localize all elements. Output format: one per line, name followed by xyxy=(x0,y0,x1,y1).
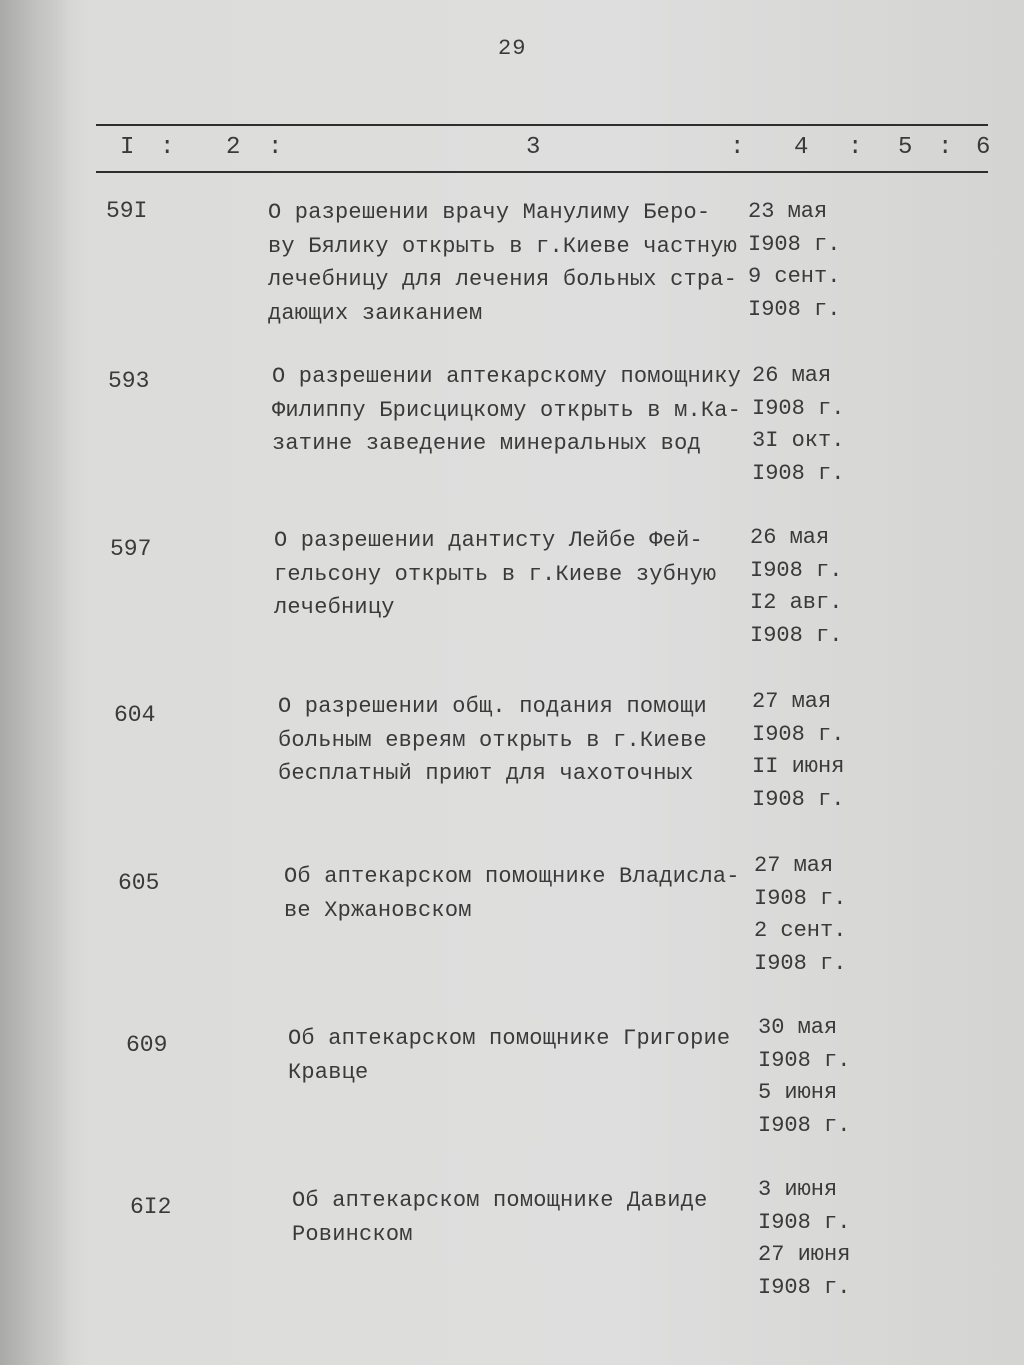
column-header-4: 4 xyxy=(794,134,809,161)
entry-description: О разрешении аптекарскому помощнику Филиппу Брисцицкому открыть в м.Ка- затине заведение минеральных вод xyxy=(272,364,742,456)
entry-dates: 30 мая I908 г. 5 июня I908 г. xyxy=(758,1015,851,1138)
entry-number: 597 xyxy=(110,536,152,562)
entry-dates: 23 мая I908 г. 9 сент. I908 г. xyxy=(748,199,841,322)
entry-description: О разрешении дантисту Лейбе Фей- гельсону открыть в г.Киеве зубную лечебницу xyxy=(274,528,717,620)
column-header-1: I xyxy=(120,134,135,161)
entry-description: Об аптекарском помощнике Владисла- ве Хржановском xyxy=(284,864,740,923)
column-header-3: 3 xyxy=(526,134,541,161)
column-header-2: 2 xyxy=(226,134,241,161)
entry-dates: 26 мая I908 г. 3I окт. I908 г. xyxy=(752,363,845,486)
entry-dates: 27 мая I908 г. 2 сент. I908 г. xyxy=(754,853,847,976)
page-number: 29 xyxy=(498,36,527,61)
entry-description: О разрешении врачу Манулиму Беро- ву Бялику открыть в г.Киеве частную лечебницу для лечения больных стра- дающих заиканием xyxy=(268,200,738,326)
entry-dates: 26 мая I908 г. I2 авг. I908 г. xyxy=(750,525,843,648)
column-separator: : xyxy=(730,134,745,161)
column-header-5: 5 xyxy=(898,134,913,161)
header-rule-bottom xyxy=(96,171,988,173)
column-separator: : xyxy=(160,134,175,161)
entry-number: 604 xyxy=(114,702,156,728)
column-header-6: 6 xyxy=(976,134,991,161)
header-rule-top xyxy=(96,124,988,126)
column-separator: : xyxy=(848,134,863,161)
book-spine-shadow xyxy=(0,0,70,1365)
column-separator: : xyxy=(268,134,283,161)
entry-description: Об аптекарском помощнике Давиде Ровинском xyxy=(292,1188,708,1247)
entry-description: О разрешении общ. подания помощи больным евреям открыть в г.Киеве бесплатный приют для чахоточных xyxy=(278,694,707,786)
entry-dates: 3 июня I908 г. 27 июня I908 г. xyxy=(758,1177,851,1300)
column-separator: : xyxy=(938,134,953,161)
entry-description: Об аптекарском помощнике Григорие Кравце xyxy=(288,1026,731,1085)
entry-number: 605 xyxy=(118,870,160,896)
entry-number: 609 xyxy=(126,1032,168,1058)
entry-number: 6I2 xyxy=(130,1194,172,1220)
entry-number: 59I xyxy=(106,198,148,224)
entry-number: 593 xyxy=(108,368,150,394)
entry-dates: 27 мая I908 г. II июня I908 г. xyxy=(752,689,845,812)
